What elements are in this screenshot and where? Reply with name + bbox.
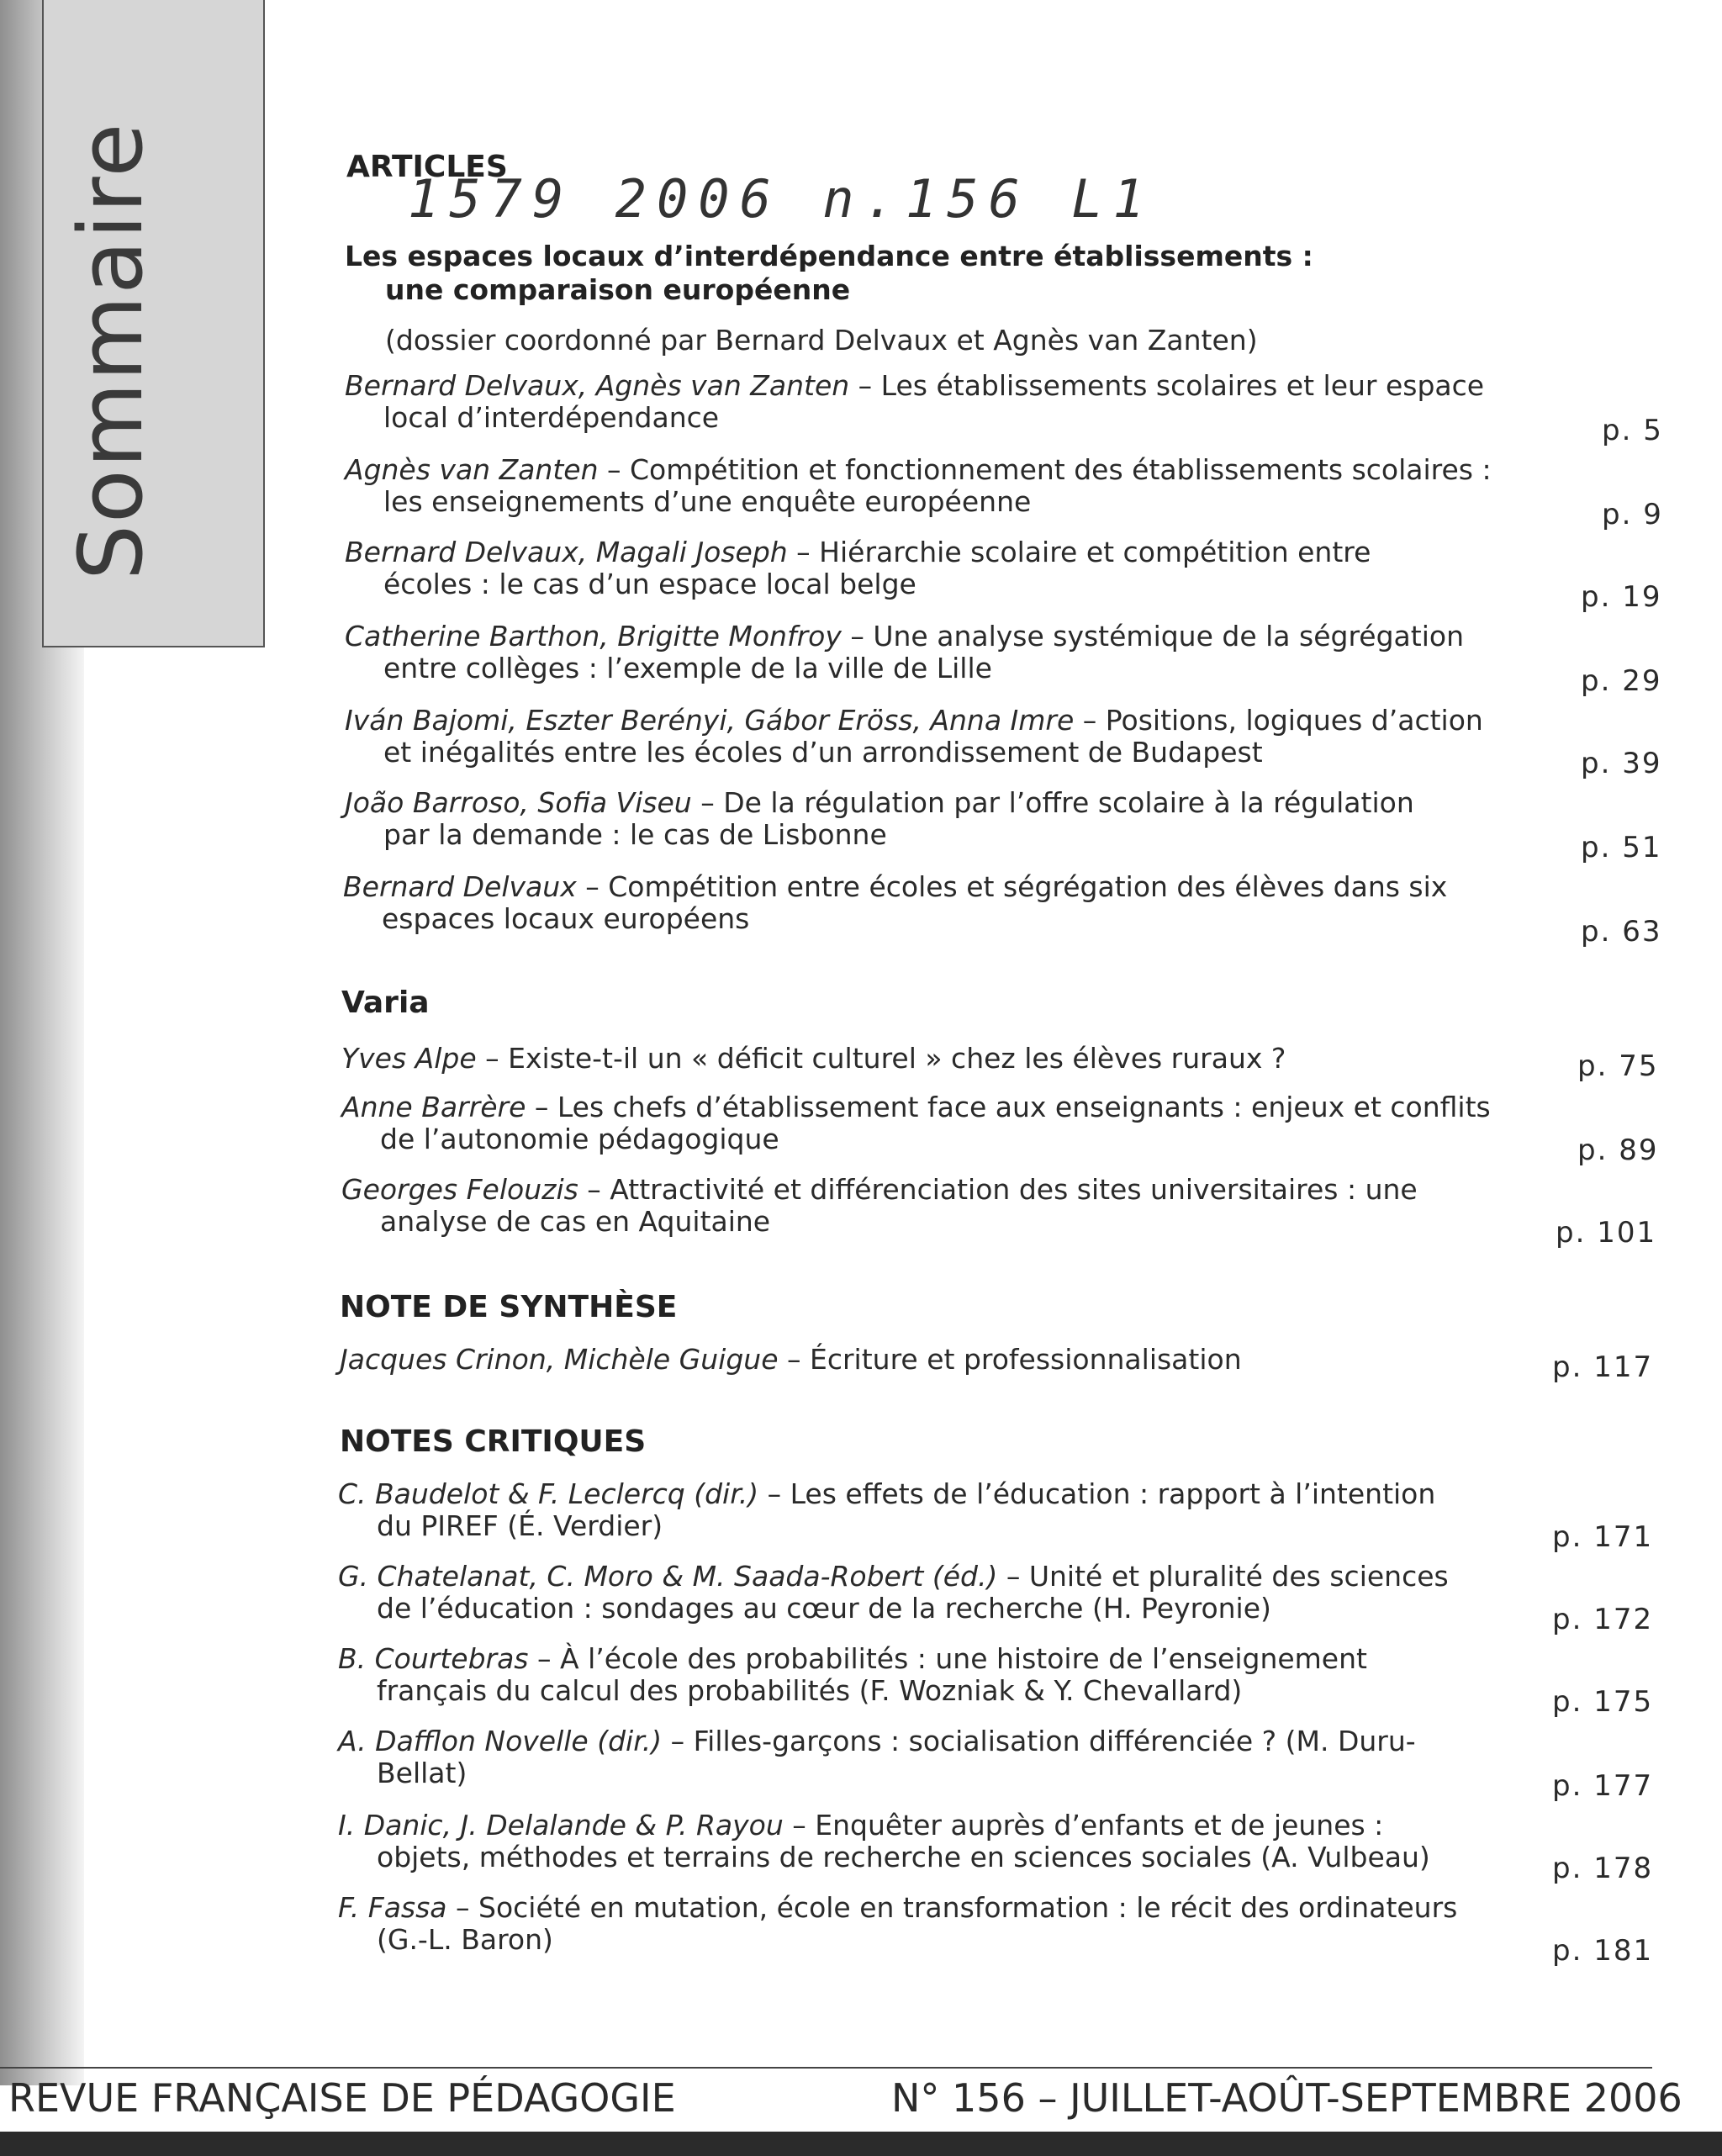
entry-title-continued: de l’autonomie pédagogique: [380, 1123, 779, 1155]
toc-entry[interactable]: Georges Felouzis – Attractivité et différenciation des sites universitaires : une analyse de cas en Aquitaine: [341, 1174, 1493, 1238]
toc-entry[interactable]: Jacques Crinon, Michèle Guigue – Écriture et professionnalisation: [340, 1343, 1242, 1376]
page-number: p. 177: [1552, 1769, 1654, 1803]
entry-title-continued: analyse de cas en Aquitaine: [380, 1205, 771, 1238]
page-number: p. 63: [1581, 915, 1662, 949]
page-number: p. 181: [1552, 1934, 1654, 1968]
entry-title-continued: français du calcul des probabilités (F. Wozniak & Y. Chevallard): [377, 1674, 1243, 1707]
entry-title: Les effets de l’éducation : rapport à l’intention: [790, 1477, 1436, 1510]
entry-title-continued: entre collèges : l’exemple de la ville de Lille: [383, 652, 992, 684]
page-number: p. 172: [1552, 1603, 1654, 1636]
toc-entry[interactable]: Bernard Delvaux, Agnès van Zanten – Les établissements scolaires et leur espace local d’interdépendance: [345, 370, 1497, 434]
entry-authors: Catherine Barthon, Brigitte Monfroy: [345, 620, 842, 653]
entry-authors: Bernard Delvaux, Agnès van Zanten: [345, 369, 850, 402]
entry-title: Enquêter auprès d’enfants et de jeunes :: [815, 1809, 1384, 1842]
entry-authors: C. Baudelot & F. Leclercq (dir.): [338, 1477, 759, 1510]
toc-entry[interactable]: G. Chatelanat, C. Moro & M. Saada-Robert (éd.) – Unité et pluralité des sciences de l’éducation : sondages au cœur de la recherche (H. Peyronie): [338, 1561, 1490, 1625]
scan-bottom-band: [0, 2132, 1722, 2156]
page-number: p. 29: [1581, 664, 1662, 698]
page-number: p. 175: [1552, 1685, 1654, 1719]
entry-title: Existe-t-il un « déficit culturel » chez les élèves ruraux ?: [508, 1042, 1286, 1075]
toc-entry[interactable]: Agnès van Zanten – Compétition et fonctionnement des établissements scolaires : les enseignements d’une enquête européenne: [345, 454, 1497, 518]
entry-authors: A. Dafflon Novelle (dir.): [338, 1725, 663, 1757]
entry-authors: B. Courtebras: [338, 1642, 529, 1675]
entry-title: À l’école des probabilités : une histoire de l’enseignement: [560, 1642, 1367, 1675]
entry-title-continued: (G.-L. Baron): [377, 1923, 553, 1956]
page-number: p. 101: [1556, 1216, 1657, 1250]
page-number: p. 19: [1581, 580, 1662, 614]
entry-title-continued: les enseignements d’une enquête européenne: [383, 485, 1032, 518]
entry-title: Filles-garçons : socialisation différenciée ? (M. Duru-: [693, 1725, 1416, 1757]
entry-title: Les chefs d’établissement face aux enseignants : enjeux et conflits: [557, 1091, 1491, 1123]
handwritten-annotation: 1579 2006 n.156 L1: [408, 168, 1154, 230]
page-number: p. 5: [1602, 414, 1663, 447]
toc-entry[interactable]: Bernard Delvaux – Compétition entre écoles et ségrégation des élèves dans six espaces locaux européens: [343, 871, 1495, 935]
entry-title: Les établissements scolaires et leur espace: [880, 369, 1485, 402]
dossier-title-line2: une comparaison européenne: [385, 273, 851, 306]
toc-entry[interactable]: Yves Alpe – Existe-t-il un « déficit culturel » chez les élèves ruraux ?: [341, 1042, 1286, 1075]
toc-entry[interactable]: I. Danic, J. Delalande & P. Rayou – Enquêter auprès d’enfants et de jeunes : objets, méthodes et terrains de recherche en sciences sociales (A. Vulbeau): [338, 1810, 1490, 1873]
entry-title: Société en mutation, école en transformation : le récit des ordinateurs: [478, 1891, 1458, 1924]
toc-entry[interactable]: Anne Barrère – Les chefs d’établissement face aux enseignants : enjeux et conflits de l’autonomie pédagogique: [341, 1091, 1493, 1155]
toc-entry[interactable]: Catherine Barthon, Brigitte Monfroy – Une analyse systémique de la ségrégation entre collèges : l’exemple de la ville de Lille: [345, 621, 1497, 684]
entry-title-continued: du PIREF (É. Verdier): [377, 1509, 663, 1542]
toc-entry[interactable]: Iván Bajomi, Eszter Berényi, Gábor Eröss, Anna Imre – Positions, logiques d’action et inégalités entre les écoles d’un arrondissement de Budapest: [345, 705, 1497, 769]
page-number: p. 39: [1581, 747, 1662, 780]
toc-entry[interactable]: Bernard Delvaux, Magali Joseph – Hiérarchie scolaire et compétition entre écoles : le cas d’un espace local belge: [345, 536, 1497, 600]
entry-authors: Agnès van Zanten: [345, 453, 599, 486]
entry-title-continued: écoles : le cas d’un espace local belge: [383, 568, 916, 600]
page-number: p. 75: [1577, 1049, 1659, 1083]
entry-title-continued: de l’éducation : sondages au cœur de la recherche (H. Peyronie): [377, 1592, 1271, 1625]
page-number: p. 117: [1552, 1350, 1654, 1384]
section-heading-note-de-synthese: NOTE DE SYNTHÈSE: [340, 1290, 678, 1324]
entry-authors: G. Chatelanat, C. Moro & M. Saada-Robert (éd.): [338, 1560, 998, 1593]
entry-authors: Jacques Crinon, Michèle Guigue: [340, 1343, 779, 1376]
dossier-title-line1: Les espaces locaux d’interdépendance entre établissements :: [345, 240, 1313, 272]
entry-title-continued: local d’interdépendance: [383, 401, 720, 434]
entry-title: Écriture et professionnalisation: [810, 1343, 1242, 1376]
section-heading-articles: ARTICLES: [346, 150, 508, 184]
entry-authors: Anne Barrère: [341, 1091, 526, 1123]
entry-title: De la régulation par l’offre scolaire à la régulation: [723, 786, 1414, 819]
issue-info: N° 156 – JUILLET-AOÛT-SEPTEMBRE 2006: [891, 2075, 1682, 2121]
page-number: p. 9: [1602, 498, 1663, 531]
entry-title-continued: Bellat): [377, 1757, 467, 1789]
toc-entry[interactable]: F. Fassa – Société en mutation, école en transformation : le récit des ordinateurs (G.-L. Baron): [338, 1892, 1490, 1956]
dossier-title: [345, 240, 1497, 307]
footer-rule: [0, 2067, 1652, 2069]
entry-title: Une analyse systémique de la ségrégation: [873, 620, 1464, 653]
journal-name: REVUE FRANÇAISE DE PÉDAGOGIE: [8, 2075, 676, 2121]
entry-title: Compétition et fonctionnement des établissements scolaires :: [629, 453, 1492, 486]
entry-title: Hiérarchie scolaire et compétition entre: [819, 536, 1371, 568]
entry-authors: I. Danic, J. Delalande & P. Rayou: [338, 1809, 784, 1842]
toc-entry[interactable]: B. Courtebras – À l’école des probabilités : une histoire de l’enseignement français du calcul des probabilités (F. Wozniak & Y. Chevallard): [338, 1643, 1490, 1707]
entry-title-continued: objets, méthodes et terrains de recherche en sciences sociales (A. Vulbeau): [377, 1841, 1430, 1873]
entry-title: Attractivité et différenciation des sites universitaires : une: [610, 1173, 1418, 1206]
toc-entry[interactable]: A. Dafflon Novelle (dir.) – Filles-garçons : socialisation différenciée ? (M. Duru- Bellat): [338, 1725, 1490, 1789]
entry-title: Compétition entre écoles et ségrégation des élèves dans six: [608, 870, 1448, 903]
entry-title: Unité et pluralité des sciences: [1028, 1560, 1449, 1593]
entry-title-continued: par la demande : le cas de Lisbonne: [383, 818, 887, 851]
page-number: p. 171: [1552, 1520, 1654, 1554]
toc-entry[interactable]: João Barroso, Sofia Viseu – De la régulation par l’offre scolaire à la régulation par la demande : le cas de Lisbonne: [345, 787, 1497, 851]
sommaire-title: Sommaire: [60, 121, 162, 580]
entry-authors: Iván Bajomi, Eszter Berényi, Gábor Eröss, Anna Imre: [345, 704, 1075, 737]
entry-authors: Bernard Delvaux, Magali Joseph: [345, 536, 788, 568]
dossier-coordination-note: (dossier coordonné par Bernard Delvaux et Agnès van Zanten): [385, 324, 1258, 357]
entry-title-continued: et inégalités entre les écoles d’un arrondissement de Budapest: [383, 736, 1263, 769]
entry-title: Positions, logiques d’action: [1105, 704, 1483, 737]
toc-entry[interactable]: C. Baudelot & F. Leclercq (dir.) – Les effets de l’éducation : rapport à l’intention du PIREF (É. Verdier): [338, 1478, 1490, 1542]
entry-authors: Bernard Delvaux: [343, 870, 577, 903]
page-number: p. 178: [1552, 1852, 1654, 1885]
entry-authors: F. Fassa: [338, 1891, 447, 1924]
entry-authors: Georges Felouzis: [341, 1173, 578, 1206]
section-heading-notes-critiques: NOTES CRITIQUES: [340, 1424, 647, 1459]
entry-authors: Yves Alpe: [341, 1042, 477, 1075]
page-number: p. 89: [1577, 1133, 1659, 1167]
entry-title-continued: espaces locaux européens: [382, 902, 750, 935]
entry-authors: João Barroso, Sofia Viseu: [345, 786, 692, 819]
page-number: p. 51: [1581, 831, 1662, 864]
section-heading-varia: Varia: [341, 986, 430, 1020]
